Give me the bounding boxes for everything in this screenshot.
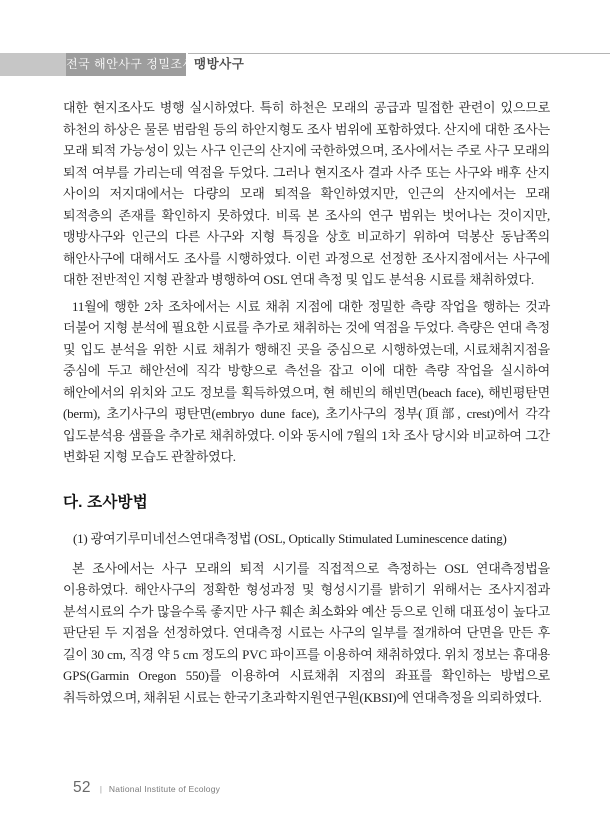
document-content (63, 97, 550, 708)
footer-institute-name: National Institute of Ecology (108, 784, 221, 794)
paragraph-1: 대한 현지조사도 병행 실시하였다. 특히 하천은 모래의 공급과 밀접한 관련이 있으므로 하천의 하상은 물론 범람원 등의 하안지형도 조사 범위에 포함하였다. 산지에 대한 조사는 모래 퇴적 가능성이 있는 사구 인근의 산지에 국한하였으며, 조사에서는 주로 사구 모래의 퇴적 여부를 가리는데 역점을 두었다. 그러나 현지조사 결과 사주 또는 사구와 배후 산지 사이의 저지대에서는 다량의 모래 퇴적을 확인하였지만, 인근의 산지에서는 모래 퇴적층의 존재를 확인하지 못하였다. 비록 본 조사의 연구 범위는 벗어나는 것이지만, 맹방사구와 인근의 다른 사구와 지형 특징을 상호 비교하기 위하여 덕봉산 동남쪽의 해안사구에 대해서도 조사를 시행하였다. 이런 과정으로 선정한 조사지점에서는 사구에 대한 전반적인 지형 관찰과 병행하여 OSL 연대 측정 및 입도 분석용 시료를 채취하였다. (63, 100, 550, 287)
header-tab-strip (0, 53, 66, 76)
page-footer (73, 779, 220, 797)
footer-page-number: 52 (73, 779, 91, 796)
header-location-tab: 맹방사구 (194, 57, 245, 71)
paragraph-2: 11월에 행한 2차 조차에서는 시료 채취 지점에 대한 정밀한 측량 작업을 행하는 것과 더불어 지형 분석에 필요한 시료를 추가로 채취하는 것에 역점을 두었다. 측량은 연대 측정 및 입도 분석을 위한 시료 채취가 행해진 곳을 중심으로 시행하였는데, 시료채취지점을 중심에 두고 해안선에 직각 방향으로 측선을 잡고 이에 대한 측량 작업을 실시하여 해안에서의 위치와 고도 정보를 획득하였으며, 현 해빈의 해빈면(beach face), 해빈평탄면(berm), 초기사구의 평탄면(embryo dune face), 초기사구의 정부(頂部, crest)에서 각각 입도분석용 샘플을 추가로 채취하였다. 이와 동시에 7월의 1차 조사 당시와 비교하여 그간 변화된 지형 모습도 관찰하였다. (63, 298, 550, 464)
paragraph-3: 본 조사에서는 사구 모래의 퇴적 시기를 직접적으로 측정하는 OSL 연대측정법을 이용하였다. 해안사구의 정확한 형성과정 및 형성시기를 밝히기 위해서는 조사지점과 분석시료의 수가 많을수록 좋지만 사구 훼손 최소화와 예산 등으로 인해 대표성이 높다고 판단된 두 지점을 선정하였다. 연대측정 시료는 사구의 일부를 절개하여 단면을 만든 후 길이 30 cm, 직경 약 5 cm 정도의 PVC 파이프를 이용하여 채취하였다. 위치 정보는 휴대용 GPS(Garmin Oregon 550)를 이용하여 시료채취 지점의 좌표를 확인하는 방법으로 취득하였으며, 채취된 시료는 한국기초과학지원연구원(KBSI)에 연대측정을 의뢰하였다. (63, 560, 550, 705)
subsection-heading: (1) 광여기루미네선스연대측정법 (OSL, Optically Stimulated Luminescence dating) (73, 530, 507, 546)
section-heading: 다. 조사방법 (63, 493, 148, 511)
header-series-tab: 전국 해안사구 정밀조사 (66, 53, 186, 76)
footer-separator: | (99, 785, 102, 794)
header-rule (188, 53, 610, 54)
